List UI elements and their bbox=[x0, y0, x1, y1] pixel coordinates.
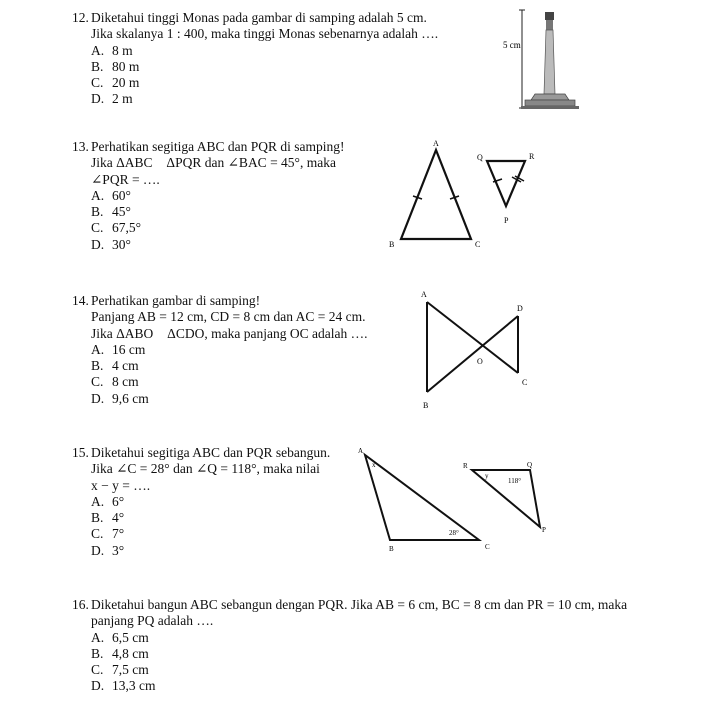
svg-text:R: R bbox=[529, 152, 535, 161]
question-stem-line: Diketahui tinggi Monas pada gambar di samping adalah 5 cm. bbox=[91, 10, 427, 25]
question-16 bbox=[72, 597, 627, 695]
question-stem-line: Jika skalanya 1 : 400, maka tinggi Monas sebenarnya adalah …. bbox=[91, 26, 439, 42]
question-stem-line: panjang PQ adalah …. bbox=[91, 613, 214, 629]
question-stem-line: ∠PQR = …. bbox=[91, 171, 160, 187]
option-d[interactable]: D. 13,3 cm bbox=[91, 678, 156, 694]
question-15 bbox=[72, 445, 330, 559]
option-a[interactable]: A. 16 cm bbox=[91, 341, 146, 357]
svg-text:P: P bbox=[542, 526, 546, 534]
question-number: 15. bbox=[72, 445, 89, 460]
svg-text:118°: 118° bbox=[508, 477, 522, 485]
svg-text:P: P bbox=[504, 216, 509, 225]
svg-text:D: D bbox=[517, 304, 523, 313]
option-c[interactable]: C. 7° bbox=[91, 526, 125, 542]
question-stem-line: Jika ∠C = 28° dan ∠Q = 118°, maka nilai bbox=[91, 461, 320, 477]
svg-text:Q: Q bbox=[527, 461, 533, 469]
triangle-pqr bbox=[487, 161, 525, 206]
svg-text:R: R bbox=[463, 462, 468, 470]
svg-text:28°: 28° bbox=[449, 529, 459, 537]
svg-text:A: A bbox=[358, 447, 364, 455]
question-stem-line: Diketahui bangun ABC sebangun dengan PQR. Jika AB = 6 cm, BC = 8 cm dan PR = 10 cm, maka bbox=[91, 597, 628, 612]
question-stem-line: Perhatikan segitiga ABC dan PQR di samping! bbox=[91, 139, 345, 154]
triangle-abc bbox=[365, 455, 479, 540]
svg-text:y: y bbox=[485, 472, 489, 480]
svg-text:A: A bbox=[433, 139, 439, 148]
question-12 bbox=[72, 10, 438, 108]
question-number: 12. bbox=[72, 10, 89, 25]
option-d[interactable]: D. 2 m bbox=[91, 91, 133, 107]
svg-text:B: B bbox=[423, 401, 429, 410]
question-stem-line: Jika ΔABO⃞ ΔCDO, maka panjang OC adalah …. bbox=[91, 325, 368, 341]
svg-text:B: B bbox=[389, 545, 394, 553]
option-d[interactable]: D. 3° bbox=[91, 542, 125, 558]
option-a[interactable]: A. 6° bbox=[91, 493, 125, 509]
question-stem-line: x − y = …. bbox=[91, 477, 151, 493]
monas-height-label: 5 cm bbox=[503, 40, 521, 50]
question-number: 14. bbox=[72, 293, 89, 308]
question-stem-line: Jika ΔABC⃞ ΔPQR dan ∠BAC = 45°, maka bbox=[91, 155, 336, 171]
svg-text:B: B bbox=[389, 240, 395, 249]
option-c[interactable]: C. 8 cm bbox=[91, 374, 139, 390]
triangle-pqr bbox=[472, 470, 540, 527]
similar-triangles-figure bbox=[355, 445, 555, 560]
svg-text:C: C bbox=[475, 240, 481, 249]
option-c[interactable]: C. 67,5° bbox=[91, 220, 142, 236]
svg-text:C: C bbox=[485, 543, 490, 551]
option-b[interactable]: B. 80 m bbox=[91, 58, 140, 74]
option-b[interactable]: B. 4° bbox=[91, 510, 125, 526]
question-stem-line: Diketahui segitiga ABC dan PQR sebangun. bbox=[91, 445, 331, 460]
question-number: 13. bbox=[72, 139, 89, 154]
question-stem-line: Perhatikan gambar di samping! bbox=[91, 293, 261, 308]
svg-text:O: O bbox=[477, 357, 483, 366]
bowtie-figure bbox=[415, 288, 535, 413]
option-b[interactable]: B. 4,8 cm bbox=[91, 645, 149, 661]
svg-text:A: A bbox=[421, 290, 427, 299]
monas-figure bbox=[495, 6, 590, 116]
monas-base bbox=[525, 100, 575, 106]
monas-tower bbox=[544, 30, 555, 94]
question-13 bbox=[72, 139, 344, 253]
option-a[interactable]: A. 6,5 cm bbox=[91, 629, 149, 645]
option-a[interactable]: A. 8 m bbox=[91, 42, 133, 58]
svg-text:Q: Q bbox=[477, 153, 483, 162]
triangles-abc-pqr-figure bbox=[385, 136, 555, 258]
svg-text:x: x bbox=[372, 461, 376, 469]
triangle-abc bbox=[401, 150, 471, 239]
question-stem-line: Panjang AB = 12 cm, CD = 8 cm dan AC = 24 cm. bbox=[91, 309, 366, 325]
option-b[interactable]: B. 4 cm bbox=[91, 358, 139, 374]
option-d[interactable]: D. 30° bbox=[91, 236, 131, 252]
option-b[interactable]: B. 45° bbox=[91, 204, 131, 220]
svg-text:C: C bbox=[522, 378, 528, 387]
monas-flame bbox=[545, 12, 554, 20]
question-14 bbox=[72, 293, 367, 407]
option-d[interactable]: D. 9,6 cm bbox=[91, 390, 149, 406]
option-c[interactable]: C. 20 m bbox=[91, 75, 140, 91]
question-number: 16. bbox=[72, 597, 89, 612]
option-c[interactable]: C. 7,5 cm bbox=[91, 662, 149, 678]
option-a[interactable]: A. 60° bbox=[91, 187, 131, 203]
